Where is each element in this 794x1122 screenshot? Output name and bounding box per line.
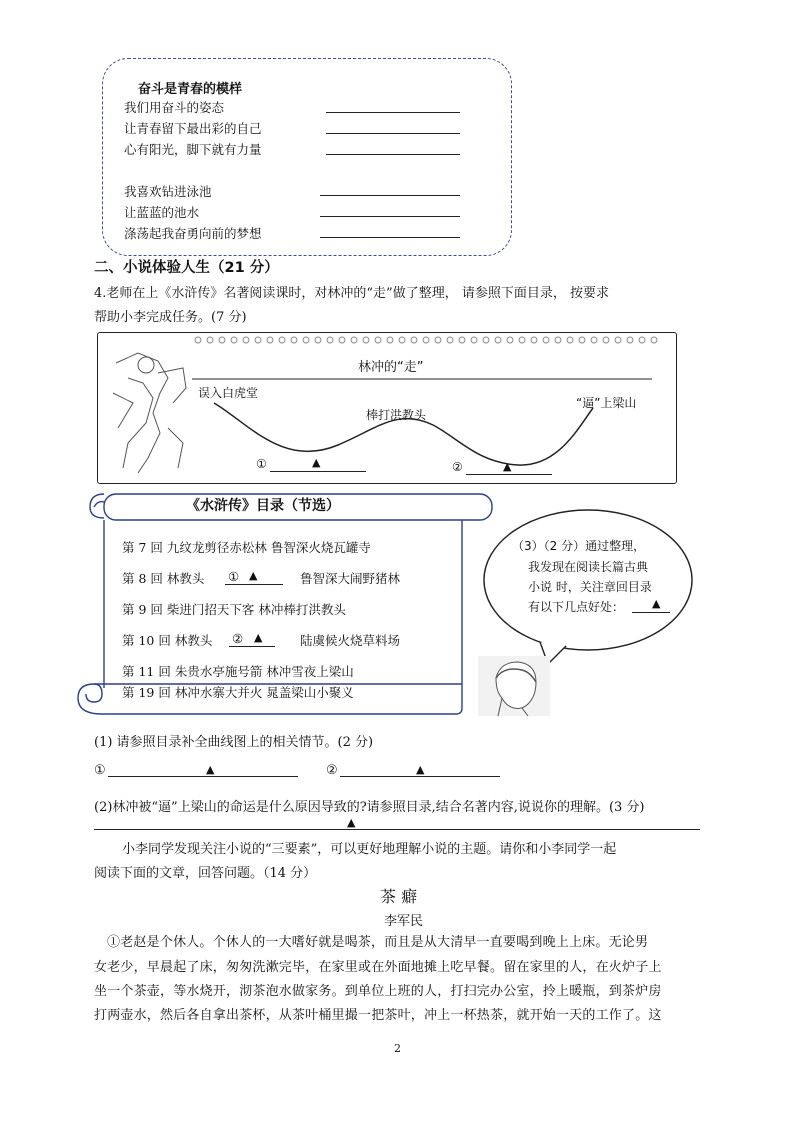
bubble-line: 有以下几点好处： [528, 600, 625, 614]
plot-title: 林冲的“走” [358, 360, 424, 375]
blank-number: ① [94, 763, 106, 778]
poem-line: 让青春留下最出彩的自己 [124, 121, 262, 136]
article-paragraph: 坐一个茶壶，等水烧开，沏茶泡水做家务。到单位上班的人，打扫完办公室，拎上暖瓶，到茶炉房 [94, 984, 662, 999]
intro-text: 小李同学发现关注小说的“三要素”，可以更好地理解小说的主题。请你和小李同学一起 [122, 842, 617, 857]
poem-line: 我们用奋斗的姿态 [124, 100, 225, 115]
triangle-marker-icon: ▲ [254, 631, 263, 644]
toc-title: 《水浒传》目录（节选） [186, 498, 340, 514]
toc-line: 第 11 回 朱贵水亭施号箭 林冲雪夜上梁山 [122, 664, 354, 679]
answer-blank[interactable] [326, 154, 460, 155]
toc-line: 第 10 回 林教头 [122, 633, 213, 648]
plot-point-label: 棒打洪教头 [366, 408, 427, 422]
poem-line: 涤荡起我奋勇向前的梦想 [124, 226, 262, 241]
article-paragraph: 女老少，早晨起了床，匆匆洗漱完毕，在家里或在外面地摊上吃早餐。留在家里的人，在火炉子上 [94, 960, 662, 975]
boy-sketch-image [478, 656, 550, 716]
toc-line: 第 19 回 林冲水寨大并火 晁盖梁山小聚义 [122, 685, 354, 700]
answer-blank[interactable] [632, 612, 670, 613]
toc-line: 陆虞候火烧草料场 [300, 633, 401, 648]
article-title: 茶 癖 [380, 887, 418, 906]
answer-blank[interactable] [326, 133, 460, 134]
answer-blank[interactable] [94, 829, 700, 830]
blank-number: ① [228, 569, 240, 584]
article-author: 李军民 [384, 914, 424, 929]
answer-blank[interactable] [320, 216, 460, 217]
plot-point-label: “逼”上梁山 [576, 396, 637, 410]
plot-point-label: 误入白虎堂 [198, 386, 259, 400]
answer-blank[interactable] [270, 471, 366, 472]
question-1-text: (1) 请参照目录补全曲线图上的相关情节。(2 分) [94, 735, 374, 750]
intro-text: 阅读下面的文章，回答问题。（14 分） [94, 866, 317, 881]
triangle-marker-icon: ▲ [347, 816, 356, 829]
blank-number: ② [232, 631, 244, 646]
poem-title: 奋斗是青春的模样 [138, 82, 243, 97]
toc-line: 鲁智深大闹野猪林 [300, 571, 401, 586]
toc-line: 第 9 回 柴进门招天下客 林冲棒打洪教头 [122, 602, 346, 617]
answer-blank[interactable] [466, 474, 552, 475]
poem-line: 我喜欢钻进泳池 [124, 184, 212, 199]
blank-number: ① [256, 457, 267, 471]
toc-line: 第 7 回 九纹龙剪径赤松林 鲁智深火烧瓦罐寺 [122, 540, 371, 555]
article-paragraph: 打两壶水，然后各自拿出茶杯，从茶叶桶里撮一把茶叶，冲上一杯热茶，就开始一天的工作了。这 [94, 1008, 662, 1023]
question-2-text: (2)林冲被“逼”上梁山的命运是什么原因导致的?请参照目录,结合名著内容,说说你的理解。(3 分) [94, 800, 645, 815]
triangle-marker-icon: ▲ [312, 456, 321, 469]
section-title: 二、小说体验人生（21 分） [94, 260, 279, 276]
blank-number: ② [326, 763, 338, 778]
answer-blank[interactable] [326, 112, 460, 113]
question-4-text: 帮助小李完成任务。(7 分) [94, 310, 247, 325]
toc-line: 第 8 回 林教头 [122, 571, 205, 586]
triangle-marker-icon: ▲ [249, 569, 258, 582]
bubble-line: （3）（2 分）通过整理， [512, 539, 646, 553]
blank-number: ② [452, 460, 463, 474]
poem-line: 让蓝蓝的池水 [124, 205, 200, 220]
answer-blank[interactable] [340, 776, 500, 777]
question-4-text: 4.老师在上《水浒传》名著阅读课时，对林冲的“走”做了整理， 请参照下面目录， 按要求 [94, 286, 609, 301]
triangle-marker-icon: ▲ [652, 597, 661, 610]
answer-blank[interactable] [108, 776, 298, 777]
triangle-marker-icon: ▲ [503, 460, 512, 473]
answer-blank[interactable] [320, 195, 460, 196]
triangle-marker-icon: ▲ [206, 763, 215, 776]
bubble-line: 小说 时，关注章回目录 [528, 580, 652, 594]
answer-blank[interactable] [320, 237, 460, 238]
article-paragraph: ①老赵是个休人。个休人的一大嗜好就是喝茶，而且是从大清早一直要喝到晚上上床。无论男 [107, 935, 649, 950]
bubble-line: 我发现在阅读长篇古典 [528, 560, 649, 574]
page-number: 2 [394, 1042, 401, 1055]
triangle-marker-icon: ▲ [416, 763, 425, 776]
answer-blank[interactable] [225, 584, 283, 585]
poem-line: 心有阳光，脚下就有力量 [124, 142, 262, 157]
answer-blank[interactable] [229, 646, 275, 647]
